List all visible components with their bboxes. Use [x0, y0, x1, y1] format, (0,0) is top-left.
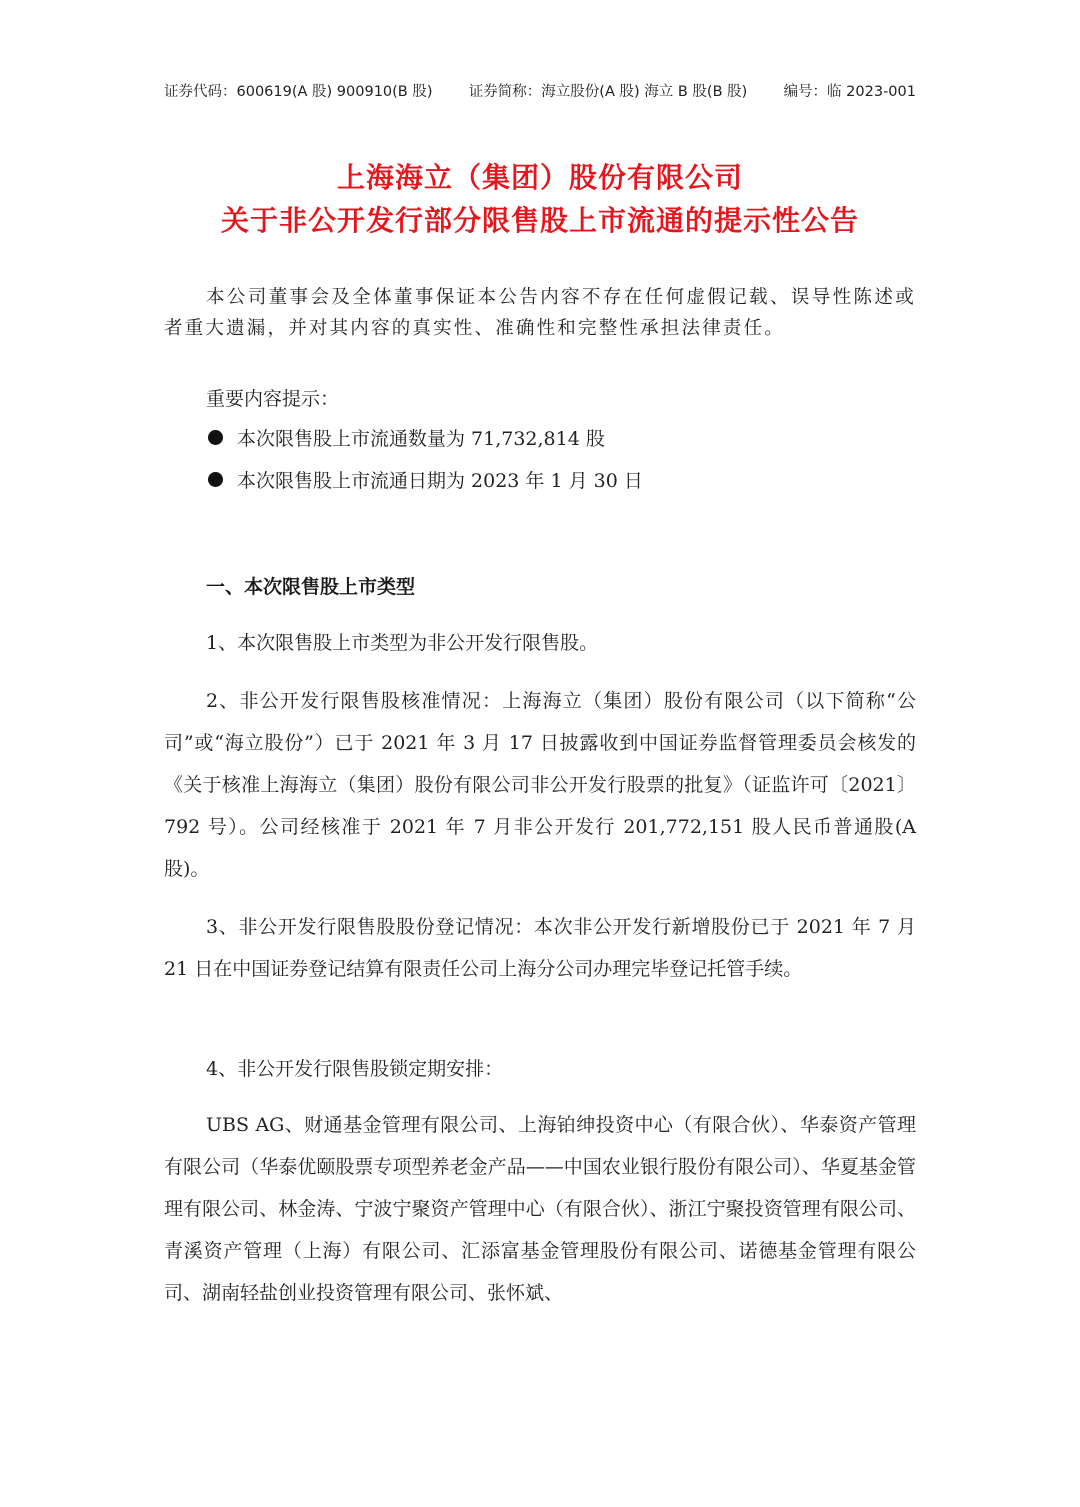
hint-item	[208, 424, 605, 451]
paragraph: 1、本次限售股上市类型为非公开发行限售股。	[206, 632, 599, 654]
bullet-icon	[208, 430, 223, 445]
hint-text: 本次限售股上市流通日期为 2023 年 1 月 30 日	[237, 470, 643, 492]
paragraph: 3、非公开发行限售股股份登记情况：本次非公开发行新增股份已于 2021 年 7 月 21 日在中国证券登记结算有限责任公司上海分公司办理完毕登记托管手续。	[164, 916, 916, 980]
page-header	[164, 80, 916, 101]
stock-short-name: 证券简称：海立股份(A 股) 海立 B 股(B 股)	[468, 84, 748, 100]
hint-item	[208, 466, 643, 493]
board-statement: 本公司董事会及全体董事保证本公告内容不存在任何虚假记载、误导性陈述或者重大遗漏，并对其内容的真实性、准确性和完整性承担法律责任。	[164, 287, 916, 339]
announcement-number: 编号：临 2023-001	[783, 84, 916, 100]
paragraph: 2、非公开发行限售股核准情况：上海海立（集团）股份有限公司（以下简称“公司”或“海立股份”）已于 2021 年 3 月 17 日披露收到中国证券监督管理委员会核发的《关于核准上海海立（集团）股份有限公司非公开发行股票的批复》（证监许可〔2021〕792 号）。公司经核准于 2021 年 7 月非公开发行 201,772,151 股人民币普通股(A 股)。	[164, 690, 916, 880]
hint-text: 本次限售股上市流通数量为 71,732,814 股	[237, 428, 605, 450]
company-title: 上海海立（集团）股份有限公司	[336, 161, 743, 194]
announcement-title: 关于非公开发行部分限售股上市流通的提示性公告	[220, 204, 859, 237]
section-heading: 一、本次限售股上市类型	[206, 576, 416, 598]
stock-code: 证券代码：600619(A 股) 900910(B 股)	[164, 84, 433, 100]
paragraph: UBS AG、财通基金管理有限公司、上海铂绅投资中心（有限合伙）、华泰资产管理有限公司（华泰优颐股票专项型养老金产品——中国农业银行股份有限公司）、华夏基金管理有限公司、林金涛、宁波宁聚资产管理中心（有限合伙）、浙江宁聚投资管理有限公司、青溪资产管理（上海）有限公司、汇添富基金管理股份有限公司、诺德基金管理有限公司、湖南轻盐创业投资管理有限公司、张怀斌、	[164, 1114, 916, 1304]
bullet-icon	[208, 472, 223, 487]
paragraph: 4、非公开发行限售股锁定期安排：	[206, 1058, 504, 1080]
hints-label: 重要内容提示：	[206, 388, 340, 410]
